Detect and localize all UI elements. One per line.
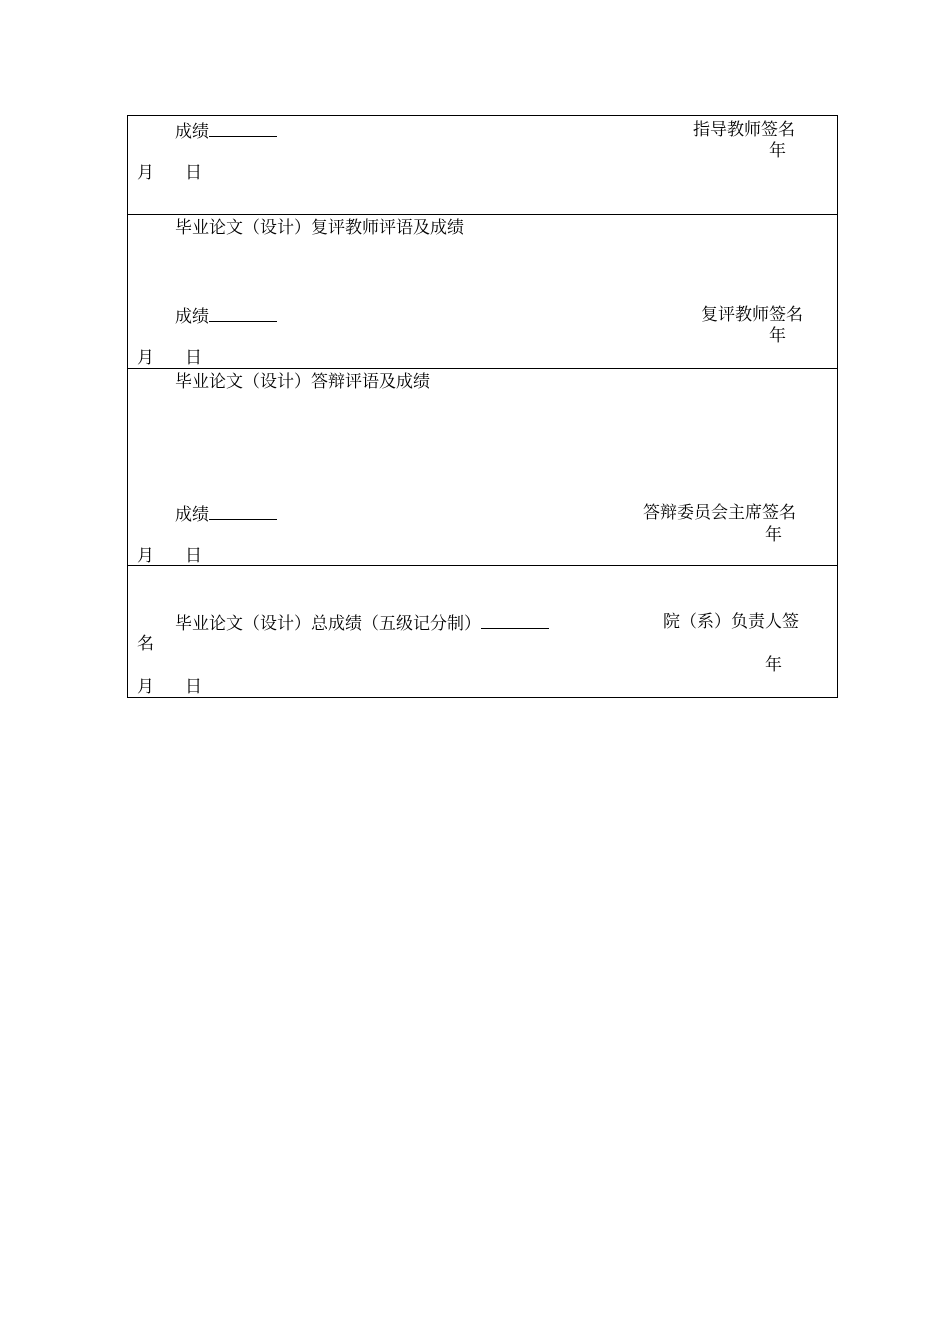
review-section bbox=[128, 215, 837, 369]
review-score-label: 成绩 bbox=[175, 307, 209, 327]
review-day-label: 日 bbox=[185, 348, 202, 368]
advisor-day-label: 日 bbox=[185, 163, 202, 183]
advisor-score-label: 成绩 bbox=[175, 122, 209, 142]
total-section bbox=[128, 566, 837, 697]
total-score-row bbox=[175, 612, 549, 634]
review-year-label: 年 bbox=[769, 326, 786, 346]
advisor-signature-label: 指导教师签名 bbox=[693, 120, 795, 140]
review-score-row bbox=[175, 305, 277, 327]
review-month-label: 月 bbox=[137, 348, 154, 368]
defense-heading: 毕业论文（设计）答辩评语及成绩 bbox=[175, 372, 430, 392]
defense-score-row bbox=[175, 503, 277, 525]
evaluation-form-table bbox=[127, 115, 838, 698]
defense-year-label: 年 bbox=[765, 525, 782, 545]
defense-score-blank[interactable] bbox=[209, 503, 277, 520]
defense-score-label: 成绩 bbox=[175, 505, 209, 525]
advisor-year-label: 年 bbox=[769, 141, 786, 161]
review-heading: 毕业论文（设计）复评教师评语及成绩 bbox=[175, 218, 464, 238]
defense-signature-label: 答辩委员会主席签名 bbox=[643, 503, 796, 523]
review-score-blank[interactable] bbox=[209, 305, 277, 322]
total-year-label: 年 bbox=[765, 655, 782, 675]
total-day-label: 日 bbox=[185, 677, 202, 697]
advisor-section bbox=[128, 116, 837, 215]
defense-day-label: 日 bbox=[185, 546, 202, 566]
total-month-label: 月 bbox=[137, 677, 154, 697]
defense-section bbox=[128, 369, 837, 566]
total-signature-label: 院（系）负责人签 bbox=[663, 612, 799, 632]
total-score-blank[interactable] bbox=[481, 612, 549, 629]
advisor-score-row bbox=[175, 120, 277, 142]
total-signature-wrap: 名 bbox=[137, 634, 154, 654]
review-signature-label: 复评教师签名 bbox=[701, 305, 803, 325]
defense-month-label: 月 bbox=[137, 546, 154, 566]
advisor-score-blank[interactable] bbox=[209, 120, 277, 137]
total-heading: 毕业论文（设计）总成绩（五级记分制） bbox=[175, 614, 481, 634]
advisor-month-label: 月 bbox=[137, 163, 154, 183]
